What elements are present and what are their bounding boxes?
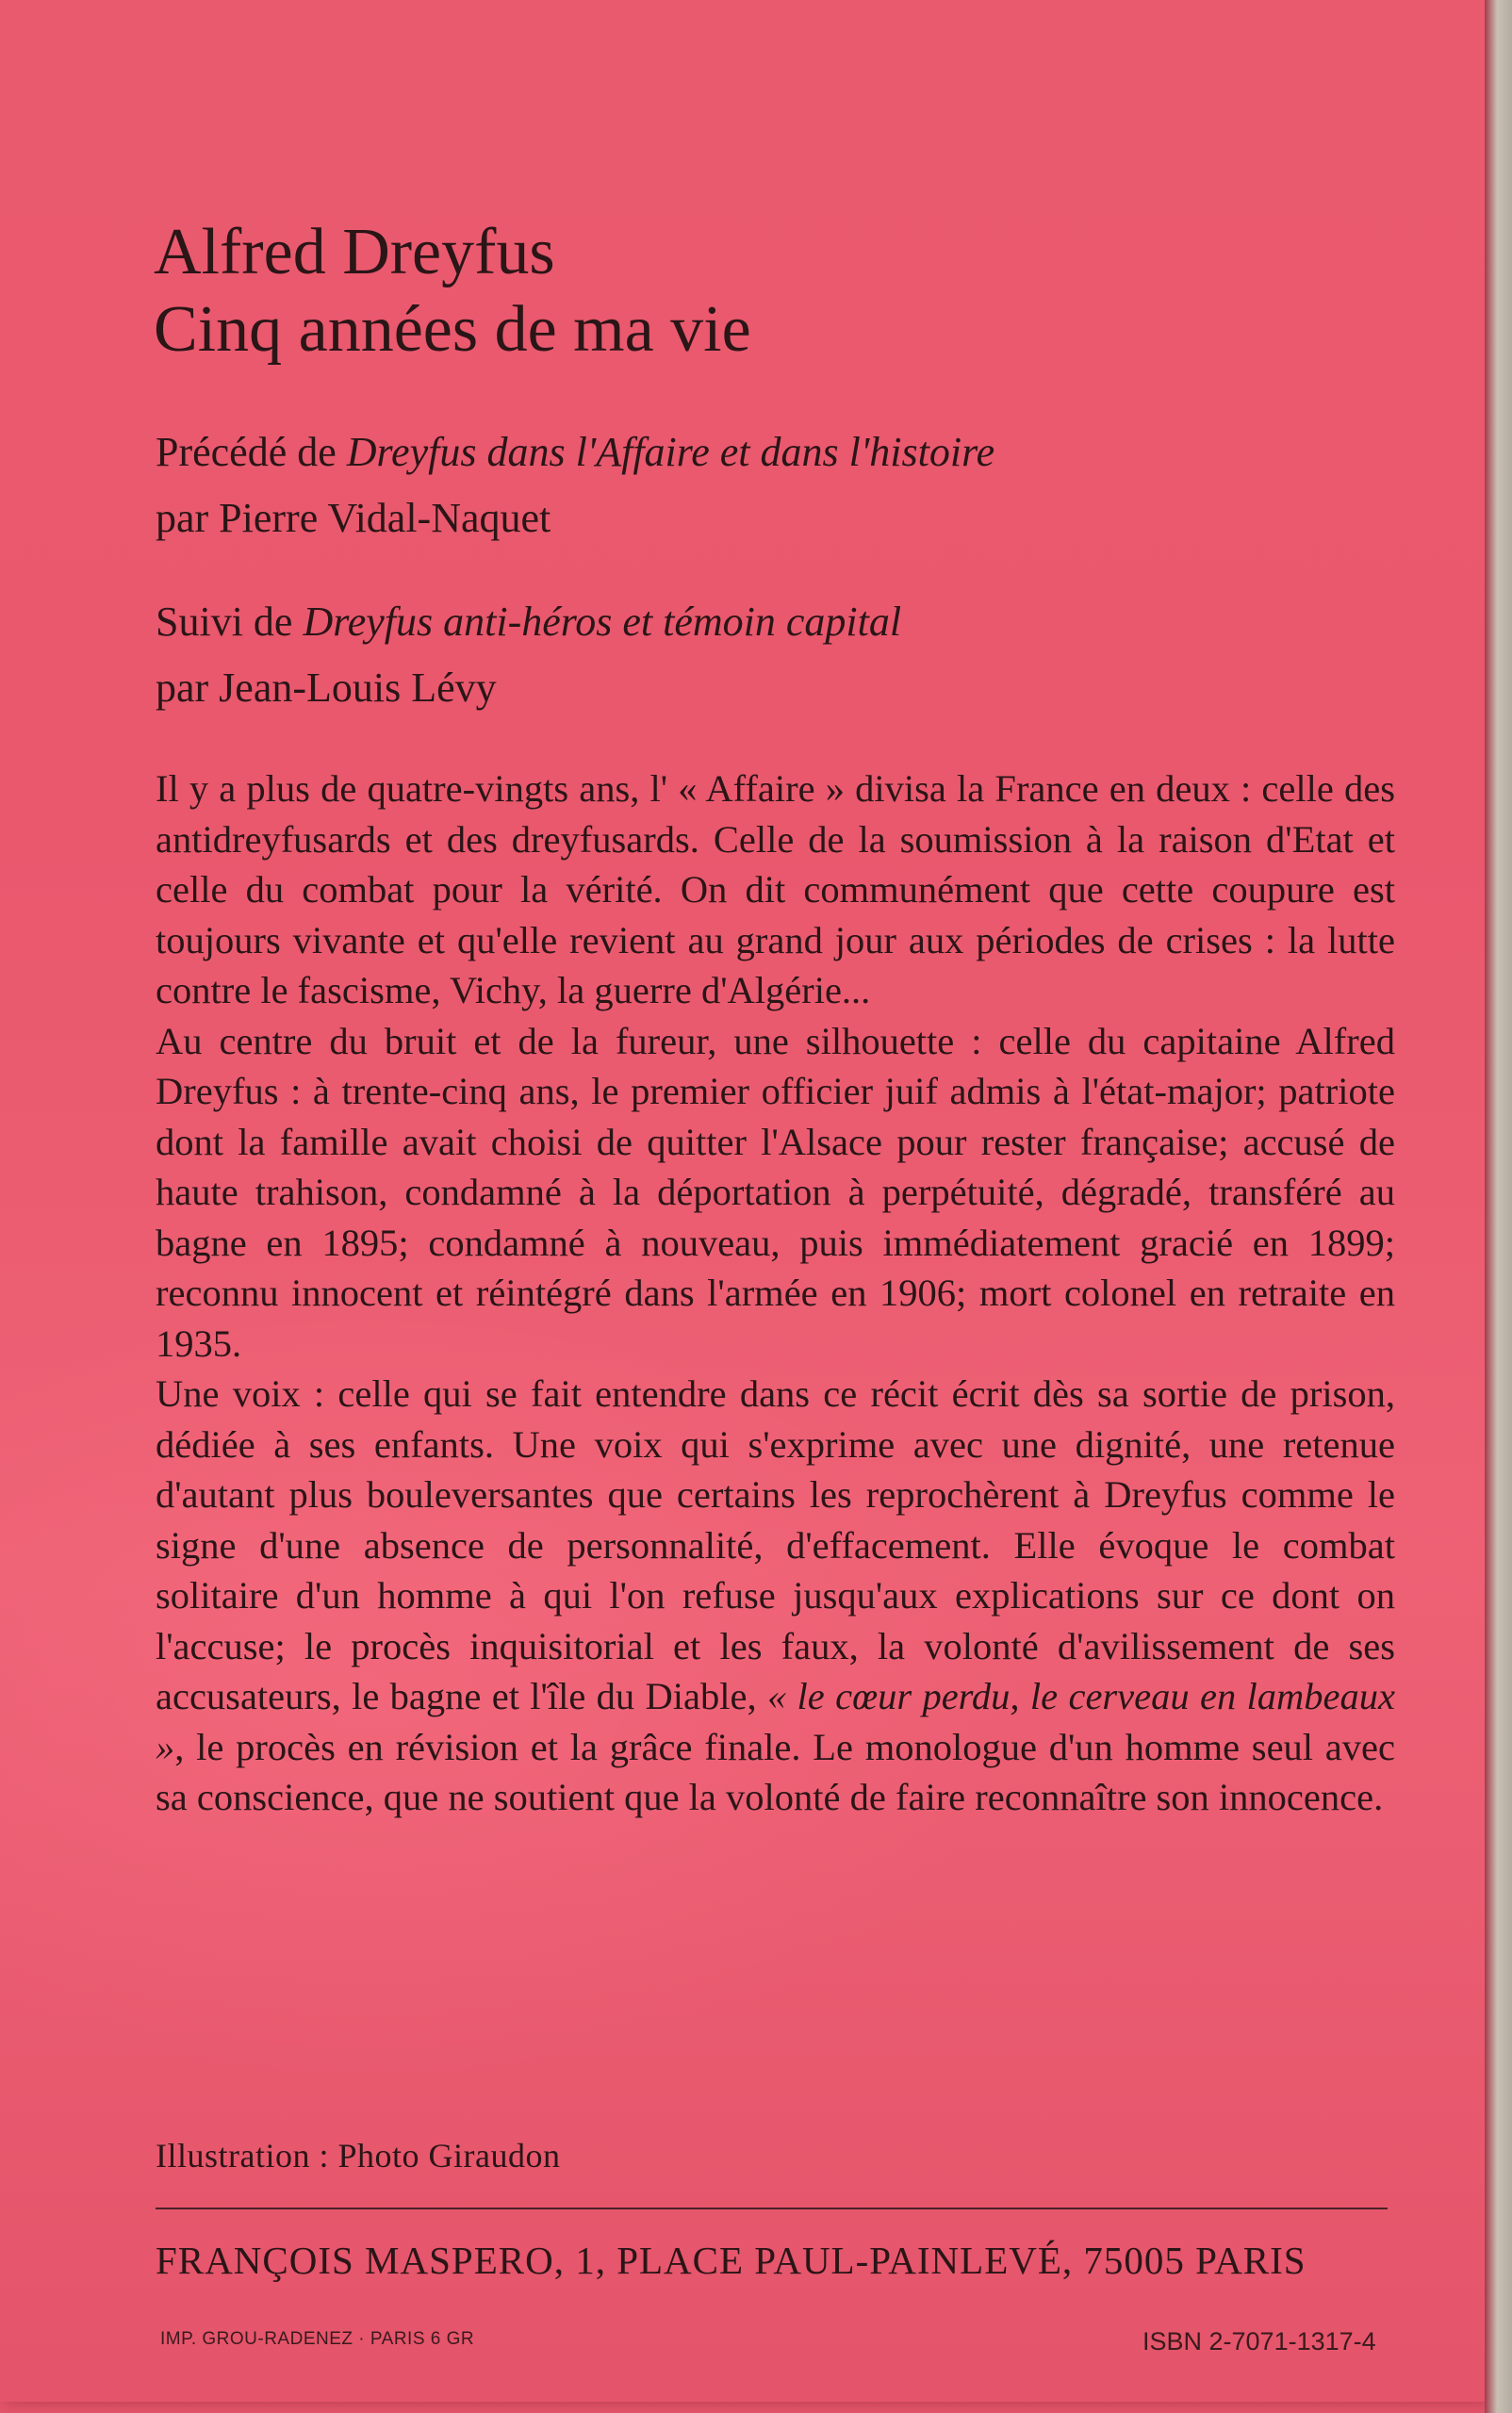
preface-prefix: Précédé de xyxy=(156,429,347,475)
divider-rule xyxy=(156,2208,1388,2209)
printer-imprint: IMP. GROU-RADENEZ · PARIS 6 GR xyxy=(160,2329,475,2349)
afterword-work-title: Dreyfus anti-héros et témoin capital xyxy=(303,599,902,645)
afterword-credit xyxy=(156,589,901,721)
author-name: Alfred Dreyfus xyxy=(154,216,555,288)
book-title: Cinq années de ma vie xyxy=(154,293,751,366)
blurb-paragraph-3-end: , le procès en révision et la grâce finale. Le monologue d'un homme seul avec sa conscience, que ne soutient que la volonté de faire reconnaître son innocence. xyxy=(156,1725,1395,1818)
preface-byline: par Pierre Vidal-Naquet xyxy=(156,495,551,541)
blurb-paragraph-3 xyxy=(156,1369,1395,1823)
blurb-paragraph-1: Il y a plus de quatre-vingts ans, l' « Affaire » divisa la France en deux : celle des antidreyfusards et des dreyfusards. Celle de la soumission à la raison d'Etat et celle du combat pour la vérité. On dit communément que cette coupure est toujours vivante et qu'elle revient au grand jour aux périodes de crises : la lutte contre le fascisme, Vichy, la guerre d'Algérie... xyxy=(156,767,1395,1011)
publisher-address: FRANÇOIS MASPERO, 1, PLACE PAUL-PAINLEVÉ, 75005 PARIS xyxy=(156,2239,1307,2282)
preface-work-title: Dreyfus dans l'Affaire et dans l'histoire xyxy=(346,429,995,475)
blurb-quotation: « le cœur perdu, le cerveau en lambeaux » xyxy=(156,1675,1395,1768)
isbn-number: ISBN 2-7071-1317-4 xyxy=(1142,2327,1376,2356)
preface-credit xyxy=(156,419,994,551)
afterword-prefix: Suivi de xyxy=(156,599,304,645)
afterword-byline: par Jean-Louis Lévy xyxy=(156,665,497,711)
blurb-text xyxy=(156,763,1395,1823)
blurb-paragraph-2: Au centre du bruit et de la fureur, une silhouette : celle du capitaine Alfred Dreyfus : à trente-cinq ans, le premier officier juif admis à l'état-major; patriote dont la famille avait choisi de quitter l'Alsace pour rester française; accusé de haute trahison, condamné à la déportation à perpétuité, dégradé, transféré au bagne en 1895; condamné à nouveau, puis immédiatement gracié en 1899; reconnu innocent et réintégré dans l'armée en 1906; mort colonel en retraite en 1935. xyxy=(156,1019,1395,1365)
illustration-credit: Illustration : Photo Giraudon xyxy=(156,2137,561,2175)
blurb-paragraph-3-start: Une voix : celle qui se fait entendre dans ce récit écrit dès sa sortie de prison, dédiée à ses enfants. Une voix qui s'exprime avec une dignité, une retenue d'autant plus bouleversantes que certains les reprochèrent à Dreyfus comme le signe d'une absence de personnalité, d'effacement. Elle évoque le combat solitaire d'un homme à qui l'on refuse jusqu'aux explications sur ce dont on l'accuse; le procès inquisitorial et les faux, la volonté d'avilissement de ses accusateurs, le bagne et l'île du Diable, xyxy=(156,1372,1395,1717)
cover-edge-shadow xyxy=(1485,0,1512,2413)
